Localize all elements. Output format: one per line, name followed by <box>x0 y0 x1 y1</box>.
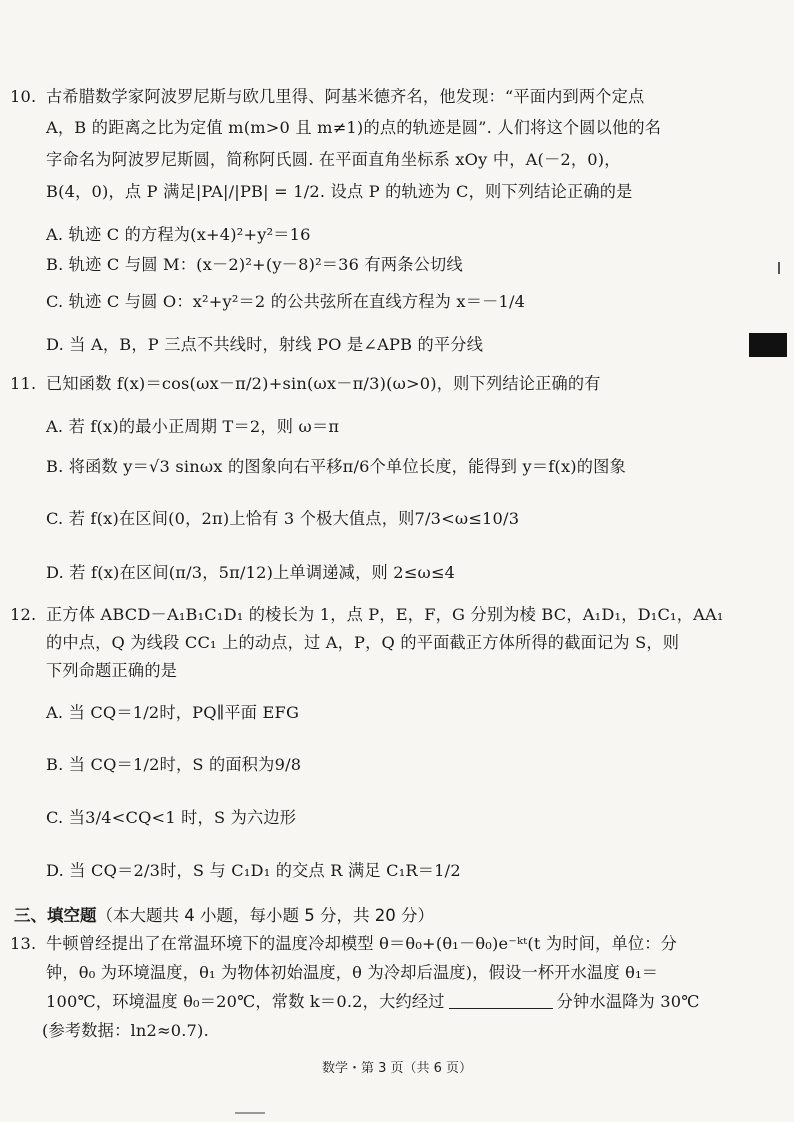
q11-line-1 <box>10 373 601 395</box>
q12-option-b: B. 当 CQ＝1/2时，S 的面积为9/8 <box>46 755 302 774</box>
q11-option-b: B. 将函数 y＝√3 sinωx 的图象向右平移π/6个单位长度，能得到 y＝f(x)的图象 <box>46 457 626 476</box>
q10-line-4: B(4，0)，点 P 满足|PA|/|PB| = 1/2. 设点 P 的轨迹为 C，则下列结论正确的是 <box>46 182 633 201</box>
q10-option-d: D. 当 A，B，P 三点不共线时，射线 PO 是∠APB 的平分线 <box>46 335 484 354</box>
q10-line-3: 字命名为阿波罗尼斯圆，简称阿氏圆. 在平面直角坐标系 xOy 中，A(－2，0)， <box>46 150 621 169</box>
q12-line-1 <box>10 604 724 626</box>
q11-option-a: A. 若 f(x)的最小正周期 T＝2，则 ω＝π <box>46 417 340 436</box>
q13-line-1 <box>10 933 677 955</box>
q11-stem-text: 已知函数 f(x)＝cos(ωx－π/2)+sin(ωx－π/3)(ω>0)，则下列结论正确的有 <box>46 374 601 393</box>
black-edge-tab <box>749 333 787 357</box>
section-3-heading <box>14 902 434 926</box>
q12-line-2: 的中点，Q 为线段 CC₁ 上的动点，过 A，P，Q 的平面截正方体所得的截面记为 S，则 <box>46 633 680 652</box>
q11-option-d: D. 若 f(x)在区间(π/3，5π/12)上单调递减，则 2≤ω≤4 <box>46 563 456 582</box>
section-3-title: 三、填空题 <box>14 906 97 925</box>
q13-line-2: 钟，θ₀ 为环境温度，θ₁ 为物体初始温度，θ 为冷却后温度)，假设一杯开水温度 θ₁＝ <box>46 963 659 982</box>
edge-mark-1 <box>778 262 780 274</box>
q13-line-4: (参考数据：ln2≈0.7). <box>42 1021 209 1040</box>
q13-line-3-part-b: 分钟水温降为 30℃ <box>556 992 700 1011</box>
q12-option-c: C. 当3/4<CQ<1 时，S 为六边形 <box>46 808 297 827</box>
q10-option-b: B. 轨迹 C 与圆 M：(x－2)²+(y－8)²＝36 有两条公切线 <box>46 255 463 274</box>
answer-blank[interactable] <box>449 994 553 1009</box>
q13-line-3 <box>46 991 700 1013</box>
q10-number: 10. <box>10 87 37 106</box>
q10-option-a: A. 轨迹 C 的方程为(x+4)²+y²＝16 <box>46 225 311 244</box>
q10-line-2: A，B 的距离之比为定值 m(m>0 且 m≠1)的点的轨迹是圆”. 人们将这个圆以他的名 <box>46 118 662 137</box>
q10-option-c: C. 轨迹 C 与圆 O：x²+y²＝2 的公共弦所在直线方程为 x＝－1/4 <box>46 292 526 311</box>
q11-number: 11. <box>10 374 37 393</box>
page-footer: 数学・第 3 页（共 6 页） <box>321 1061 473 1076</box>
q12-line-3: 下列命题正确的是 <box>46 661 178 680</box>
q12-option-d: D. 当 CQ＝2/3时，S 与 C₁D₁ 的交点 R 满足 C₁R＝1/2 <box>46 861 461 880</box>
q13-number: 13. <box>10 934 37 953</box>
scan-mark <box>235 1112 265 1114</box>
q10-line-1 <box>10 86 644 108</box>
q13-stem-text-1: 牛顿曾经提出了在常温环境下的温度冷却模型 θ＝θ₀+(θ₁－θ₀)e⁻ᵏᵗ(t 为时间，单位：分 <box>46 934 677 953</box>
q11-option-c: C. 若 f(x)在区间(0，2π)上恰有 3 个极大值点，则7/3<ω≤10/3 <box>46 509 520 528</box>
q13-line-3-part-a: 100℃，环境温度 θ₀＝20℃，常数 k＝0.2，大约经过 <box>46 992 445 1011</box>
q12-option-a: A. 当 CQ＝1/2时，PQ∥平面 EFG <box>46 703 300 722</box>
section-3-description: （本大题共 4 小题，每小题 5 分，共 20 分） <box>96 906 434 925</box>
q10-stem-text-1: 古希腊数学家阿波罗尼斯与欧几里得、阿基米德齐名，他发现：“平面内到两个定点 <box>46 87 645 106</box>
q12-number: 12. <box>10 605 37 624</box>
q12-stem-text-1: 正方体 ABCD－A₁B₁C₁D₁ 的棱长为 1，点 P，E，F，G 分别为棱 BC，A₁D₁，D₁C₁，AA₁ <box>46 605 724 624</box>
